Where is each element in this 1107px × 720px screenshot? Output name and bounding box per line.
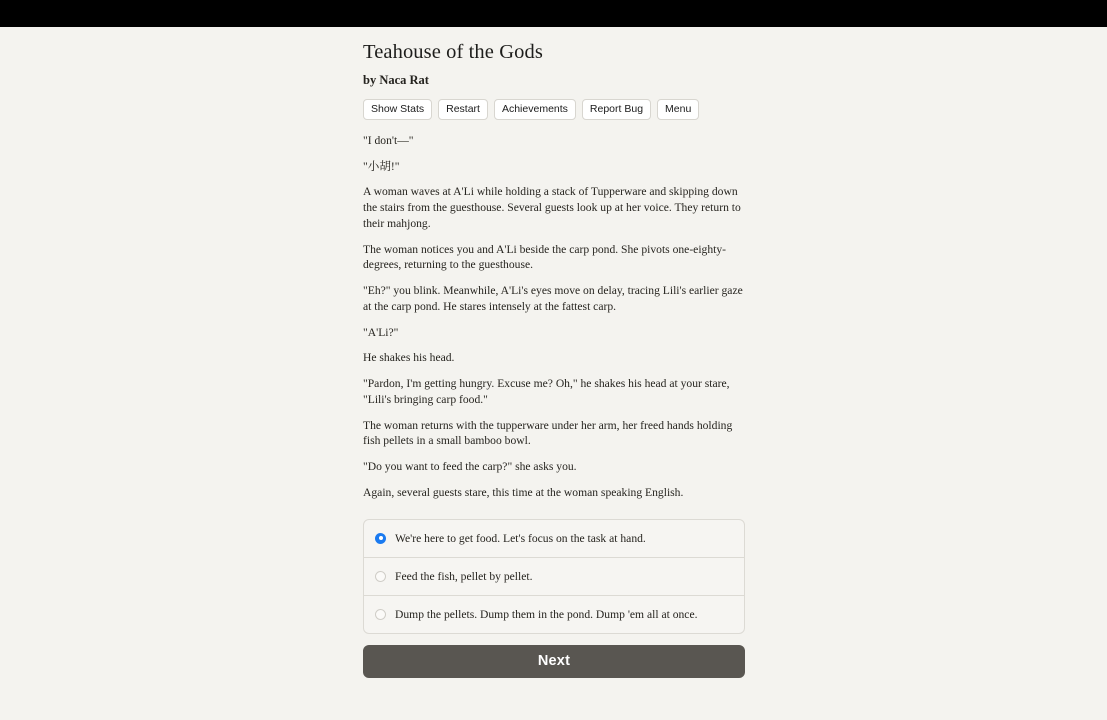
report-bug-button[interactable]: Report Bug [582,99,651,120]
restart-button[interactable]: Restart [438,99,488,120]
story-paragraph: The woman notices you and A'Li beside the carp pond. She pivots one-eighty-degrees, returning to the guesthouse. [363,242,727,272]
radio-selected-icon[interactable] [375,533,386,544]
radio-unselected-icon[interactable] [375,571,386,582]
choice-label: Dump the pellets. Dump them in the pond. Dump 'em all at once. [395,607,698,621]
story-paragraph: "小胡!" [363,159,400,173]
story-paragraph: The woman returns with the tupperware under her arm, her freed hands holding fish pellets in a small bamboo bowl. [363,418,733,448]
next-button[interactable]: Next [363,645,745,678]
page-title: Teahouse of the Gods [363,41,543,63]
achievements-button[interactable]: Achievements [494,99,576,120]
choice-list[interactable] [363,519,745,634]
choice-label: We're here to get food. Let's focus on the task at hand. [395,531,646,545]
story-paragraph: "Pardon, I'm getting hungry. Excuse me? Oh," he shakes his head at your stare, "Lili's bringing carp food." [363,377,730,406]
story-text [363,133,745,501]
story-paragraph: "Do you want to feed the carp?" she asks you. [363,460,577,474]
menu-button[interactable]: Menu [657,99,699,120]
story-paragraph: "Eh?" you blink. Meanwhile, A'Li's eyes move on delay, tracing Lili's earlier gaze at the carp pond. He stares intensely at the fattest carp. [363,284,743,313]
choice-option[interactable] [364,558,744,596]
radio-unselected-icon[interactable] [375,609,386,620]
story-paragraph: "A'Li?" [363,325,399,339]
choice-label: Feed the fish, pellet by pellet. [395,569,533,583]
toolbar [363,99,745,120]
story-paragraph: Again, several guests stare, this time at the woman speaking English. [363,485,684,499]
choice-option[interactable] [364,520,744,558]
content-column [363,27,745,678]
show-stats-button[interactable]: Show Stats [363,99,432,120]
choice-option[interactable] [364,596,744,633]
browser-chrome-bar [0,0,1107,27]
page-background [0,27,1107,720]
story-paragraph: He shakes his head. [363,351,455,365]
story-paragraph: A woman waves at A'Li while holding a stack of Tupperware and skipping down the stairs from the guesthouse. Several guests look up at her voice. They return to their mahjong. [363,185,741,230]
author-byline: by Naca Rat [363,72,429,87]
story-paragraph: "I don't—" [363,133,414,147]
